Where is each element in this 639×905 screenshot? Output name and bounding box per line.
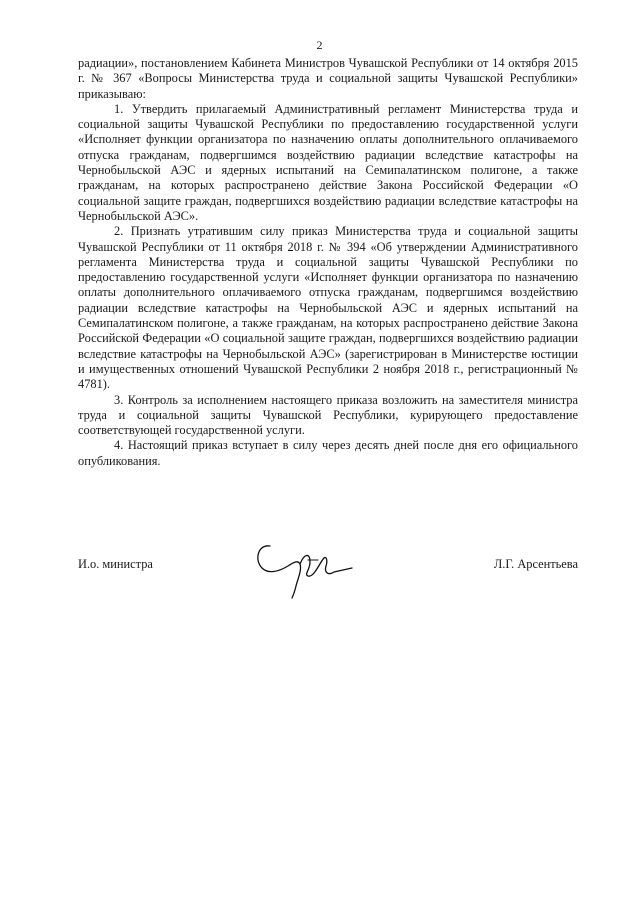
paragraph-1: 1. Утвердить прилагаемый Административный регламент Министерства труда и социальной защиты Чувашской Республики по предоставлению государственной услуги «Исполняет функции организатора по назначению оплаты дополнительного оплачиваемого отпуска гражданам, подвергшимся воздействию радиации вследствие катастрофы на Чернобыльской АЭС и ядерных испытаний на Семипалатинском полигоне, а также гражданам, на которых распространено действие Закона Российской Федерации «О социальной защите граждан, подвергшихся воздействию радиации вследствие катастрофы на Чернобыльской АЭС». — [78, 101, 578, 223]
signature-block — [78, 557, 578, 597]
paragraph-3: 3. Контроль за исполнением настоящего приказа возложить на заместителя министра труда и социальной защиты Чувашской Республики, курирующего предоставление соответствующей государственной услуги. — [78, 392, 578, 438]
paragraph-4: 4. Настоящий приказ вступает в силу через десять дней после дня его официального опубликования. — [78, 438, 578, 468]
paragraph-2: 2. Признать утратившим силу приказ Министерства труда и социальной защиты Чувашской Республики от 11 октября 2018 г. № 394 «Об утверждении Административного регламента Министерства труда и социальной защиты Чувашской Республики по предоставлению государственной услуги «Исполняет функции организатора по назначению оплаты дополнительного оплачиваемого отпуска гражданам, подвергшимся воздействию радиации вследствие катастрофы на Чернобыльской АЭС и ядерных испытаний на Семипалатинском полигоне, а также гражданам, на которых распространено действие Закона Российской Федерации «О социальной защите граждан, подвергшихся воздействию радиации вследствие катастрофы на Чернобыльской АЭС» (зарегистрирован в Министерстве юстиции и имущественных отношений Чувашской Республики 2 ноября 2018 г., регистрационный № 4781). — [78, 224, 578, 392]
signatory-title: И.о. министра — [78, 557, 153, 571]
page-number: 2 — [316, 38, 323, 52]
paragraph-intro: радиации», постановлением Кабинета Министров Чувашской Республики от 14 октября 2015 г. № 367 «Вопросы Министерства труда и социальной защиты Чувашской Республики» приказываю: — [78, 56, 578, 101]
document-body — [78, 56, 578, 469]
signatory-name: Л.Г. Арсентьева — [493, 557, 578, 571]
